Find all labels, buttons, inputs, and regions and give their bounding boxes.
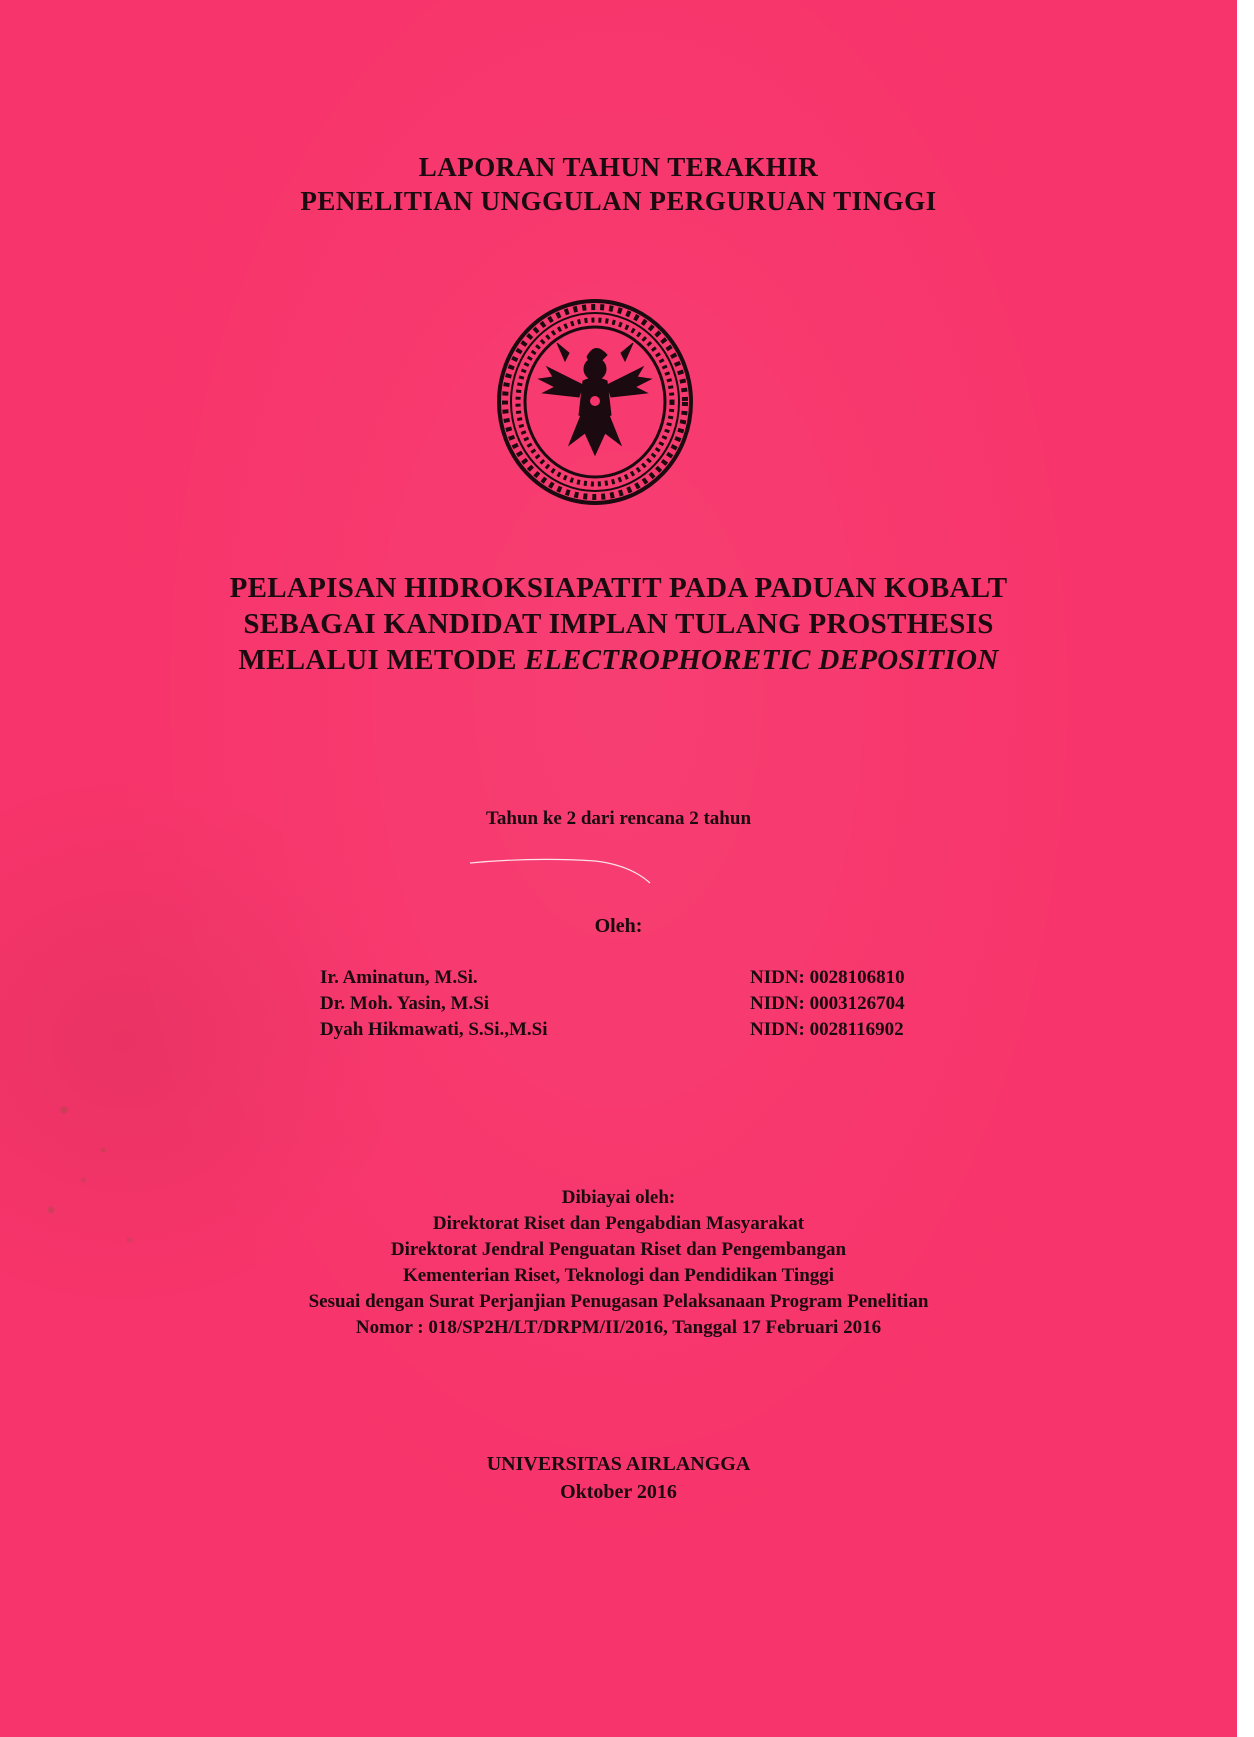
report-date: Oktober 2016	[560, 1481, 677, 1503]
by-label: Oleh:	[594, 915, 643, 937]
funding-section	[0, 1185, 1237, 1341]
funding-label: Dibiayai oleh:	[561, 1187, 676, 1208]
author-name: Ir. Aminatun, M.Si.	[320, 967, 478, 988]
title-line-3-prefix: MELALUI METODE	[238, 644, 525, 676]
report-type-heading	[0, 150, 1237, 218]
title-line-3	[0, 642, 1237, 678]
author-name: Dr. Moh. Yasin, M.Si	[320, 993, 490, 1014]
author-nidn: NIDN: 0028116902	[750, 1019, 904, 1040]
university-seal-icon	[495, 297, 695, 507]
funding-line: Direktorat Riset dan Pengabdian Masyarakat	[432, 1213, 805, 1234]
report-type-line-1: LAPORAN TAHUN TERAKHIR	[418, 152, 819, 182]
author-row	[320, 1017, 960, 1043]
author-name: Dyah Hikmawati, S.Si.,M.Si	[320, 1019, 548, 1040]
year-info: Tahun ke 2 dari rencana 2 tahun	[485, 808, 752, 829]
funding-line: Nomor : 018/SP2H/LT/DRPM/II/2016, Tanggal 17 Februari 2016	[355, 1317, 882, 1338]
author-nidn: NIDN: 0003126704	[750, 993, 905, 1014]
funding-line: Direktorat Jendral Penguatan Riset dan Pengembangan	[390, 1239, 847, 1260]
author-row	[320, 991, 960, 1017]
cover-footer	[0, 1450, 1237, 1506]
university-name: UNIVERSITAS AIRLANGGA	[486, 1453, 751, 1475]
scan-margin	[1237, 0, 1254, 1737]
funding-line: Kementerian Riset, Teknologi dan Pendidikan Tinggi	[402, 1265, 835, 1286]
author-row	[320, 965, 960, 991]
authors-list	[320, 965, 960, 1043]
hand-drawn-line	[465, 855, 655, 885]
research-title	[0, 570, 1237, 678]
author-nidn: NIDN: 0028106810	[750, 967, 905, 988]
title-line-1: PELAPISAN HIDROKSIAPATIT PADA PADUAN KOBALT	[229, 572, 1008, 604]
title-line-2: SEBAGAI KANDIDAT IMPLAN TULANG PROSTHESIS	[243, 608, 994, 640]
report-type-line-2: PENELITIAN UNGGULAN PERGURUAN TINGGI	[300, 186, 937, 216]
funding-line: Sesuai dengan Surat Perjanjian Penugasan Pelaksanaan Program Penelitian	[308, 1291, 929, 1312]
title-line-3-italic: ELECTROPHORETIC DEPOSITION	[524, 644, 999, 676]
